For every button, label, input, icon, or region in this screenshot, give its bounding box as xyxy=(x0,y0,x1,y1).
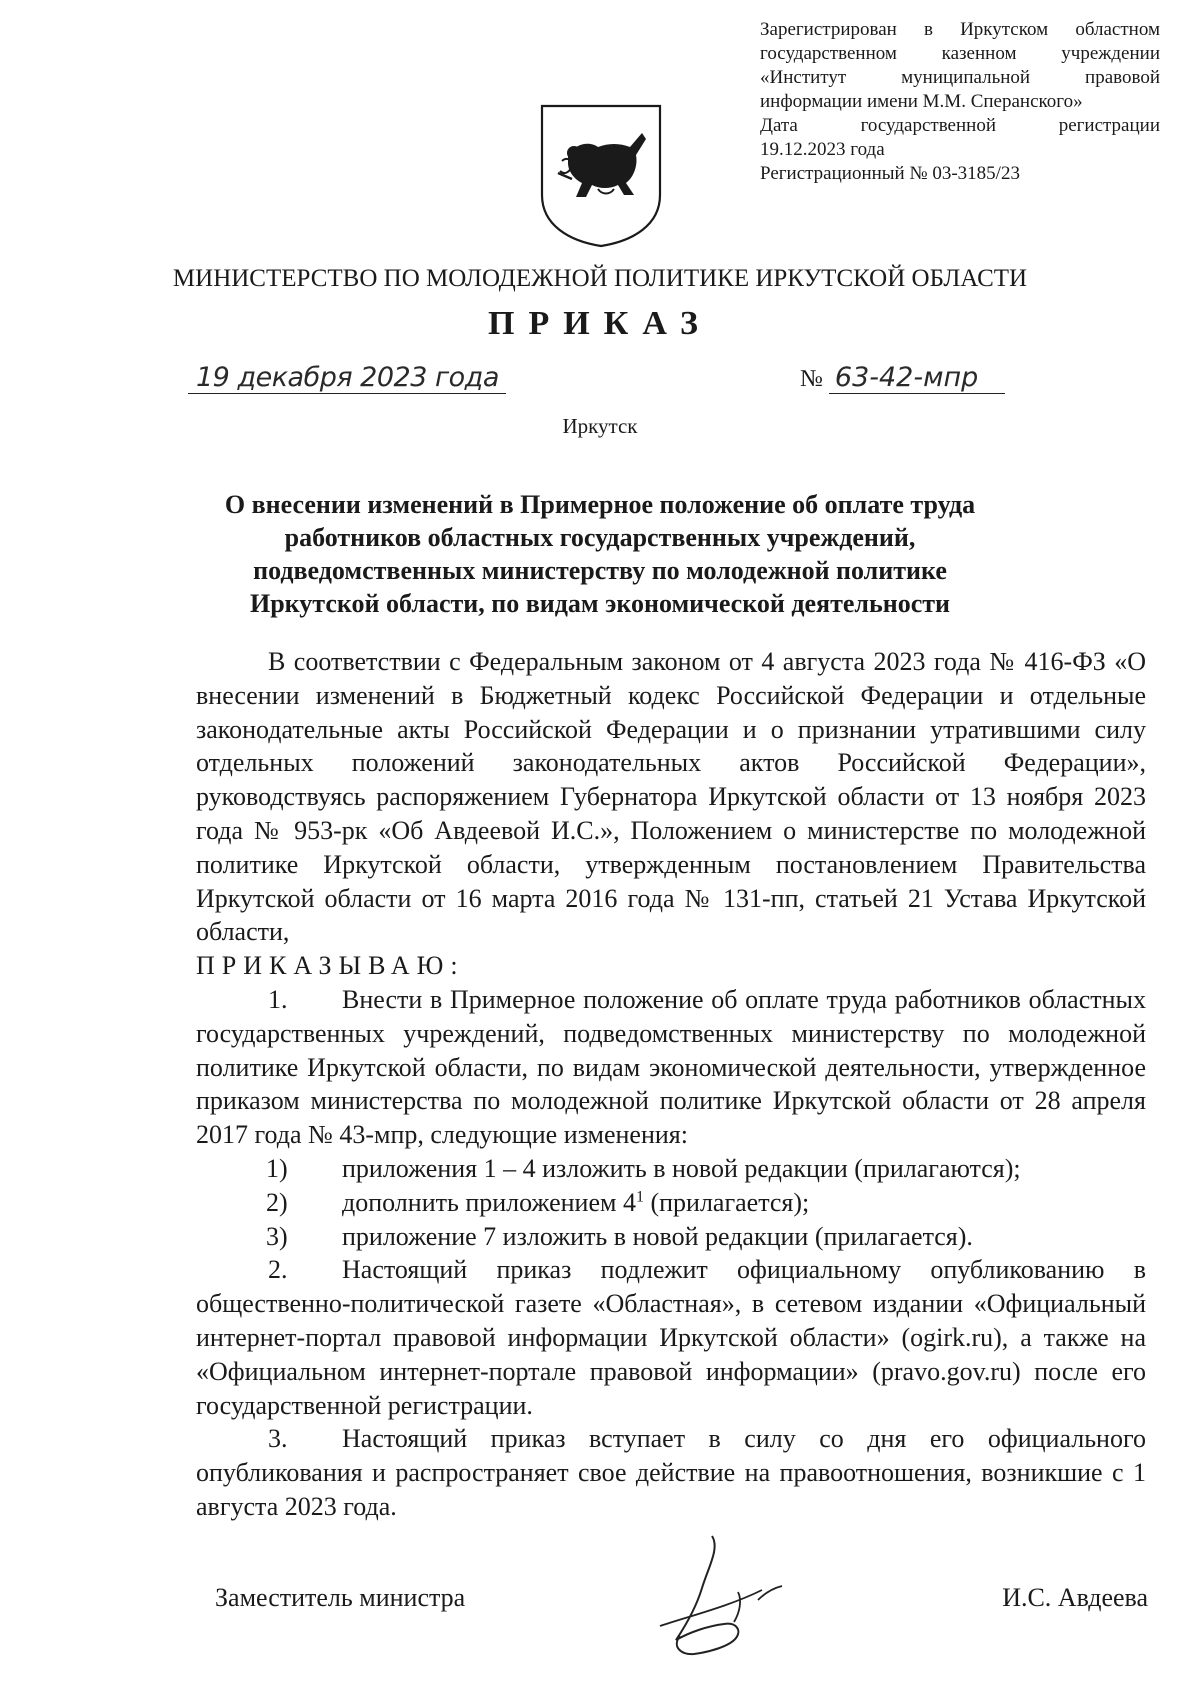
sub-item-text-after: (прилагается); xyxy=(643,1187,810,1217)
document-type-title: ПРИКАЗ xyxy=(488,305,712,342)
registration-line: информации имени М.М. Сперанского» xyxy=(760,91,1083,112)
sub-item xyxy=(196,1152,1146,1186)
order-word: ПРИКАЗЫВАЮ: xyxy=(196,951,465,981)
order-item xyxy=(196,1253,1146,1422)
handwritten-signature xyxy=(650,1528,800,1668)
registration-line: Зарегистрирован в Иркутском областном xyxy=(760,19,1160,40)
sub-item xyxy=(196,1220,1146,1254)
city: Иркутск xyxy=(562,414,638,438)
handwritten-number: 63-42-мпр xyxy=(829,362,1005,394)
item-text: Внести в Примерное положение об оплате труда работников областных государственных учреждений, подведомственных министерству по молодежной политике Иркутской области, по видам экономической деятельности, утвержденное приказом министерства по молодежной политике Иркутской области от 28 апреля 2017 года № 43-мпр, следующие изменения: xyxy=(196,984,1146,1150)
order-number xyxy=(800,362,1005,394)
registration-line: «Институт муниципальной правовой xyxy=(760,67,1160,88)
superscript: 1 xyxy=(635,1188,644,1206)
handwritten-date: 19 декабря 2023 года xyxy=(188,362,506,394)
sub-item-text xyxy=(342,1186,1146,1220)
ministry-name: МИНИСТЕРСТВО ПО МОЛОДЕЖНОЙ ПОЛИТИКЕ ИРКУТСКОЙ ОБЛАСТИ xyxy=(172,265,1028,292)
order-item xyxy=(196,1422,1146,1523)
order-body xyxy=(196,645,1146,1524)
number-sign: № xyxy=(800,366,823,392)
signatory-name: И.С. Авдеева xyxy=(1002,1583,1148,1612)
order-heading: О внесении изменений в Примерное положение об оплате труда работников областных государственных учреждений, подведомственных министерству по молодежной политике Иркутской области, по видам экономической деятельности xyxy=(224,490,976,618)
registration-line: государственном казенном учреждении xyxy=(760,43,1160,64)
item-text: Настоящий приказ вступает в силу со дня его официального опубликования и распространяет свое действие на правоотношения, возникшие с 1 августа 2023 года. xyxy=(196,1424,1146,1521)
sub-item-text-before: дополнить приложением 4 xyxy=(342,1187,636,1217)
item-number: 2. xyxy=(268,1255,288,1285)
registration-line: Дата государственной регистрации xyxy=(760,115,1160,136)
sub-item-number: 1) xyxy=(266,1153,288,1183)
sub-item-text: приложение 7 изложить в новой редакции (прилагается). xyxy=(342,1221,973,1251)
sub-item-number: 3) xyxy=(266,1221,288,1251)
signatory-position: Заместитель министра xyxy=(215,1583,466,1612)
irkutsk-coat-of-arms-icon xyxy=(538,103,664,249)
preamble: В соответствии с Федеральным законом от 4 августа 2023 года № 416-ФЗ «О внесении изменений в Бюджетный кодекс Российской Федерации и отдельные законодательные акты Российской Федерации и о признании утратившими силу отдельных положений законодательных актов Российской Федерации», руководствуясь распоряжением Губернатора Иркутской области от 13 ноября 2023 года № 953-рк «Об Авдеевой И.С.», Положением о министерстве по молодежной политике Иркутской области, утвержденным постановлением Правительства Иркутской области от 16 марта 2016 года № 131-пп, статьей 21 Устава Иркутской области, xyxy=(196,647,1146,947)
registration-date: 19.12.2023 года xyxy=(760,139,885,160)
item-number: 3. xyxy=(268,1424,288,1454)
item-number: 1. xyxy=(268,984,288,1014)
registration-number: Регистрационный № 03-3185/23 xyxy=(760,163,1020,184)
item-text: Настоящий приказ подлежит официальному опубликованию в общественно-политической газете «Областная», в сетевом издании «Официальный интернет-портал правовой информации Иркутской области» (ogirk.ru), а также на «Официальном интернет-портале правовой информации» (pravo.gov.ru) после его государственной регистрации. xyxy=(196,1255,1146,1420)
sub-item-number: 2) xyxy=(266,1187,288,1217)
sub-item xyxy=(196,1186,1146,1220)
signature-block xyxy=(0,1528,1200,1688)
sub-item-text: приложения 1 – 4 изложить в новой редакции (прилагаются); xyxy=(342,1153,1021,1183)
order-item xyxy=(196,983,1146,1152)
registration-stamp xyxy=(760,18,1160,186)
